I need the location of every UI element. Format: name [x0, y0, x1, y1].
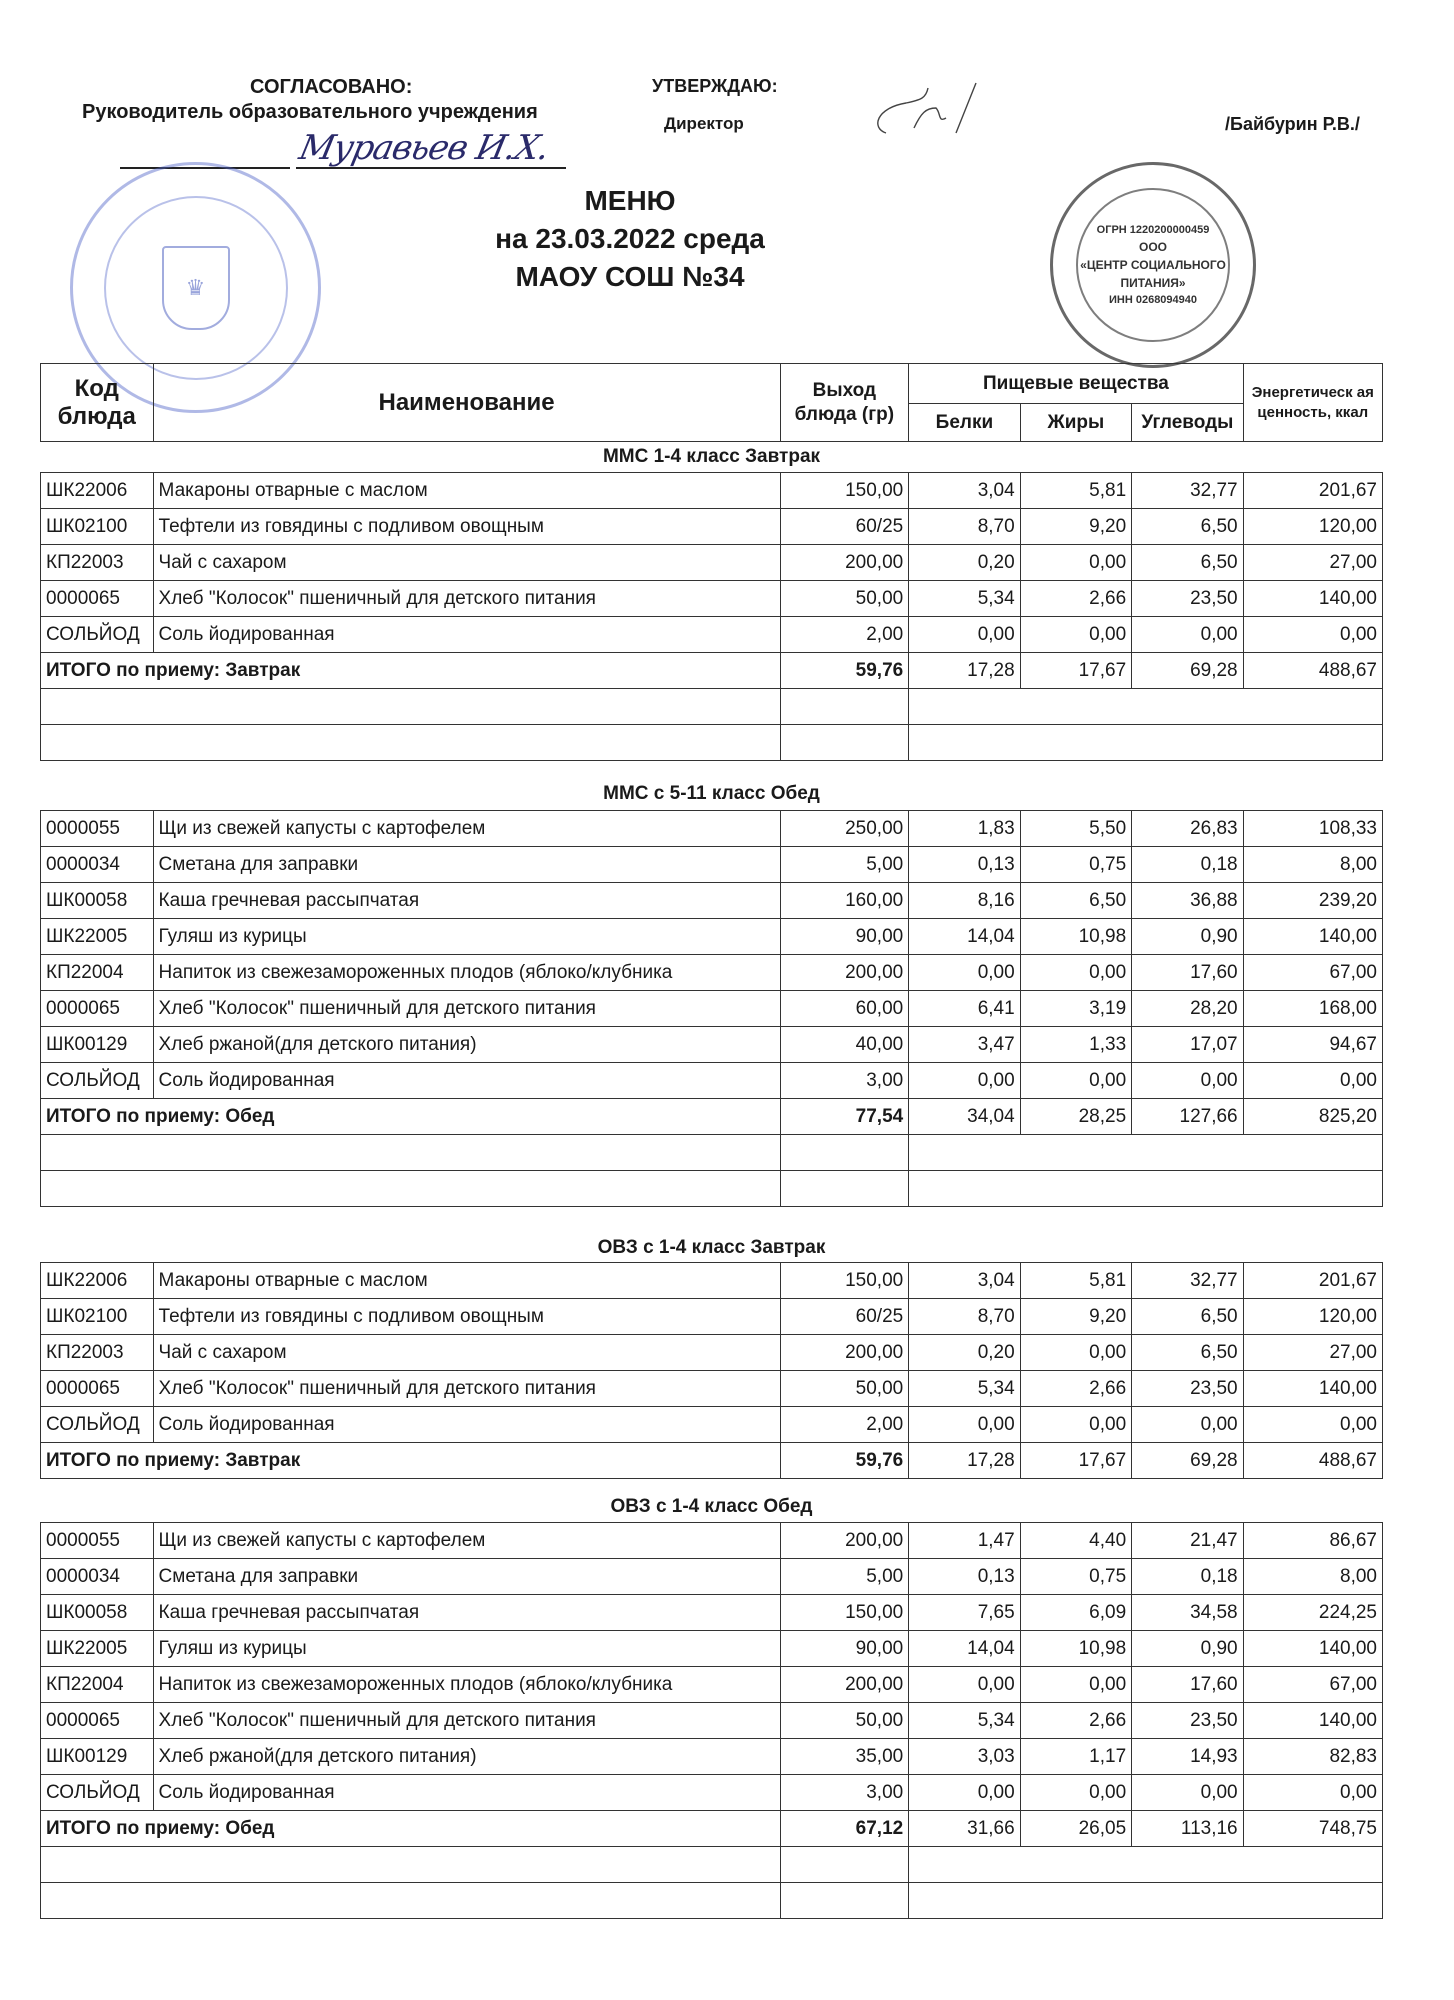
- dish-fats: 0,75: [1020, 1559, 1131, 1595]
- blank-cell: [41, 1171, 781, 1207]
- dish-carbs: 0,00: [1132, 1775, 1243, 1811]
- dish-carbs: 23,50: [1132, 1371, 1243, 1407]
- table-row: [41, 811, 1383, 847]
- dish-carbs: 14,93: [1132, 1739, 1243, 1775]
- total-energy: 748,75: [1243, 1811, 1382, 1847]
- blank-cell: [780, 725, 909, 761]
- dish-code: ШК00058: [41, 1595, 154, 1631]
- dish-output: 35,00: [780, 1739, 909, 1775]
- total-fats: 17,67: [1020, 1443, 1131, 1479]
- dish-proteins: 0,20: [909, 1335, 1020, 1371]
- dish-fats: 5,81: [1020, 473, 1131, 509]
- dish-output: 3,00: [780, 1775, 909, 1811]
- approve-label: УТВЕРЖДАЮ:: [652, 76, 778, 96]
- dish-code: 0000034: [41, 1559, 154, 1595]
- dish-code: 0000055: [41, 811, 154, 847]
- total-row: [41, 1099, 1383, 1135]
- dish-output: 200,00: [780, 955, 909, 991]
- table-row: [41, 1667, 1383, 1703]
- dish-code: КП22004: [41, 955, 154, 991]
- dish-proteins: 3,03: [909, 1739, 1020, 1775]
- dish-code: СОЛЬЙОД: [41, 1063, 154, 1099]
- dish-output: 60/25: [780, 509, 909, 545]
- dish-code: ШК02100: [41, 1299, 154, 1335]
- col-energy: Энергетическ ая ценность, ккал: [1243, 364, 1382, 442]
- dish-code: СОЛЬЙОД: [41, 1775, 154, 1811]
- blank-cell: [780, 1847, 909, 1883]
- dish-energy: 239,20: [1243, 883, 1382, 919]
- dish-carbs: 28,20: [1132, 991, 1243, 1027]
- dish-output: 250,00: [780, 811, 909, 847]
- dish-proteins: 0,13: [909, 1559, 1020, 1595]
- dish-output: 2,00: [780, 1407, 909, 1443]
- table-row: [41, 1335, 1383, 1371]
- agreed-signature: Муравьев И.Х.: [295, 128, 553, 168]
- dish-energy: 224,25: [1243, 1595, 1382, 1631]
- dish-energy: 108,33: [1243, 811, 1382, 847]
- blank-cell: [780, 689, 909, 725]
- dish-carbs: 0,90: [1132, 919, 1243, 955]
- stamp-org: ООО: [1138, 240, 1167, 254]
- dish-code: 0000055: [41, 1523, 154, 1559]
- dish-fats: 2,66: [1020, 1703, 1131, 1739]
- dish-proteins: 0,00: [909, 617, 1020, 653]
- dish-energy: 27,00: [1243, 1335, 1382, 1371]
- dish-carbs: 26,83: [1132, 811, 1243, 847]
- table-row: [41, 991, 1383, 1027]
- dish-fats: 0,00: [1020, 1667, 1131, 1703]
- dish-proteins: 7,65: [909, 1595, 1020, 1631]
- dish-energy: 140,00: [1243, 1631, 1382, 1667]
- dish-name: Соль йодированная: [153, 1407, 780, 1443]
- dish-fats: 9,20: [1020, 1299, 1131, 1335]
- dish-carbs: 21,47: [1132, 1523, 1243, 1559]
- dish-carbs: 32,77: [1132, 1263, 1243, 1299]
- blank-cell: [41, 1883, 781, 1919]
- page-title: [400, 182, 860, 296]
- table-row: [41, 1631, 1383, 1667]
- dish-code: 0000065: [41, 581, 154, 617]
- dish-carbs: 17,07: [1132, 1027, 1243, 1063]
- dish-carbs: 6,50: [1132, 1299, 1243, 1335]
- dish-output: 2,00: [780, 617, 909, 653]
- dish-output: 200,00: [780, 1667, 909, 1703]
- dish-fats: 0,00: [1020, 545, 1131, 581]
- total-label: ИТОГО по приему: Обед: [41, 1811, 781, 1847]
- dish-proteins: 1,47: [909, 1523, 1020, 1559]
- dish-energy: 82,83: [1243, 1739, 1382, 1775]
- dish-output: 3,00: [780, 1063, 909, 1099]
- dish-code: 0000034: [41, 847, 154, 883]
- blank-row: [41, 1847, 1383, 1883]
- table-row: [41, 1063, 1383, 1099]
- dish-code: ШК00129: [41, 1027, 154, 1063]
- section-title: ММС с 5-11 класс Обед: [603, 783, 820, 804]
- dish-name: Тефтели из говядины с подливом овощным: [153, 1299, 780, 1335]
- coat-of-arms-icon: ♛: [162, 246, 230, 330]
- stamp-org: ПИТАНИЯ»: [1120, 276, 1186, 290]
- table-row: [41, 617, 1383, 653]
- dish-carbs: 6,50: [1132, 1335, 1243, 1371]
- approve-name: /Байбурин Р.В./: [1225, 114, 1360, 134]
- dish-fats: 5,50: [1020, 811, 1131, 847]
- catering-stamp: [1050, 162, 1256, 368]
- dish-fats: 2,66: [1020, 581, 1131, 617]
- dish-carbs: 0,00: [1132, 1063, 1243, 1099]
- total-proteins: 17,28: [909, 653, 1020, 689]
- dish-code: КП22003: [41, 1335, 154, 1371]
- dish-name: Макароны отварные с маслом: [153, 473, 780, 509]
- dish-name: Хлеб "Колосок" пшеничный для детского питания: [153, 581, 780, 617]
- total-carbs: 127,66: [1132, 1099, 1243, 1135]
- dish-carbs: 17,60: [1132, 955, 1243, 991]
- total-energy: 488,67: [1243, 1443, 1382, 1479]
- dish-carbs: 34,58: [1132, 1595, 1243, 1631]
- dish-name: Щи из свежей капусты с картофелем: [153, 811, 780, 847]
- blank-cell: [780, 1883, 909, 1919]
- dish-fats: 10,98: [1020, 1631, 1131, 1667]
- dish-proteins: 8,16: [909, 883, 1020, 919]
- blank-cell: [909, 1847, 1383, 1883]
- title-menu: МЕНЮ: [584, 185, 676, 216]
- dish-code: СОЛЬЙОД: [41, 1407, 154, 1443]
- total-fats: 17,67: [1020, 653, 1131, 689]
- dish-proteins: 0,20: [909, 545, 1020, 581]
- dish-name: Щи из свежей капусты с картофелем: [153, 1523, 780, 1559]
- dish-output: 150,00: [780, 1595, 909, 1631]
- dish-fats: 2,66: [1020, 1371, 1131, 1407]
- dish-name: Хлеб "Колосок" пшеничный для детского питания: [153, 1371, 780, 1407]
- dish-fats: 9,20: [1020, 509, 1131, 545]
- col-name: Наименование: [153, 364, 780, 442]
- dish-code: ШК22005: [41, 1631, 154, 1667]
- blank-cell: [780, 1171, 909, 1207]
- menu-header-table: [40, 363, 1383, 442]
- dish-fats: 1,33: [1020, 1027, 1131, 1063]
- dish-proteins: 6,41: [909, 991, 1020, 1027]
- total-label: ИТОГО по приему: Завтрак: [41, 1443, 781, 1479]
- dish-output: 90,00: [780, 919, 909, 955]
- dish-carbs: 0,90: [1132, 1631, 1243, 1667]
- total-row: [41, 1811, 1383, 1847]
- blank-cell: [909, 1883, 1383, 1919]
- dish-fats: 0,00: [1020, 1775, 1131, 1811]
- dish-proteins: 8,70: [909, 509, 1020, 545]
- dish-output: 200,00: [780, 1523, 909, 1559]
- blank-cell: [41, 689, 781, 725]
- dish-output: 200,00: [780, 1335, 909, 1371]
- dish-name: Соль йодированная: [153, 1063, 780, 1099]
- dish-code: ШК00058: [41, 883, 154, 919]
- dish-proteins: 5,34: [909, 581, 1020, 617]
- dish-proteins: 3,47: [909, 1027, 1020, 1063]
- total-carbs: 69,28: [1132, 653, 1243, 689]
- dish-output: 60/25: [780, 1299, 909, 1335]
- dish-proteins: 14,04: [909, 919, 1020, 955]
- dish-fats: 10,98: [1020, 919, 1131, 955]
- dish-output: 150,00: [780, 473, 909, 509]
- table-row: [41, 473, 1383, 509]
- col-proteins: Белки: [909, 404, 1020, 442]
- blank-row: [41, 1171, 1383, 1207]
- total-proteins: 34,04: [909, 1099, 1020, 1135]
- dish-name: Каша гречневая рассыпчатая: [153, 883, 780, 919]
- dish-energy: 67,00: [1243, 955, 1382, 991]
- dish-name: Хлеб ржаной(для детского питания): [153, 1027, 780, 1063]
- dish-proteins: 5,34: [909, 1371, 1020, 1407]
- dish-fats: 0,00: [1020, 1407, 1131, 1443]
- dish-code: ШК22006: [41, 473, 154, 509]
- dish-fats: 0,00: [1020, 1335, 1131, 1371]
- dish-output: 40,00: [780, 1027, 909, 1063]
- dish-output: 90,00: [780, 1631, 909, 1667]
- dish-code: СОЛЬЙОД: [41, 617, 154, 653]
- total-fats: 28,25: [1020, 1099, 1131, 1135]
- dish-energy: 67,00: [1243, 1667, 1382, 1703]
- dish-fats: 0,00: [1020, 1063, 1131, 1099]
- dish-carbs: 6,50: [1132, 509, 1243, 545]
- menu-section-table: [40, 1522, 1383, 1919]
- dish-code: 0000065: [41, 1371, 154, 1407]
- dish-name: Хлеб "Колосок" пшеничный для детского питания: [153, 991, 780, 1027]
- table-row: [41, 1559, 1383, 1595]
- blank-row: [41, 725, 1383, 761]
- dish-code: КП22003: [41, 545, 154, 581]
- dish-output: 60,00: [780, 991, 909, 1027]
- total-label: ИТОГО по приему: Завтрак: [41, 653, 781, 689]
- title-school: МАОУ СОШ №34: [515, 261, 745, 292]
- menu-section-table: [40, 472, 1383, 761]
- dish-carbs: 0,18: [1132, 1559, 1243, 1595]
- total-output: 77,54: [780, 1099, 909, 1135]
- blank-cell: [909, 725, 1383, 761]
- dish-carbs: 6,50: [1132, 545, 1243, 581]
- dish-code: ШК22005: [41, 919, 154, 955]
- dish-energy: 8,00: [1243, 847, 1382, 883]
- dish-energy: 0,00: [1243, 1407, 1382, 1443]
- dish-fats: 5,81: [1020, 1263, 1131, 1299]
- dish-proteins: 0,00: [909, 1775, 1020, 1811]
- total-output: 59,76: [780, 653, 909, 689]
- dish-energy: 140,00: [1243, 1371, 1382, 1407]
- table-row: [41, 509, 1383, 545]
- blank-cell: [780, 1135, 909, 1171]
- table-row: [41, 1595, 1383, 1631]
- dish-name: Каша гречневая рассыпчатая: [153, 1595, 780, 1631]
- dish-fats: 6,50: [1020, 883, 1131, 919]
- col-carbs: Углеводы: [1132, 404, 1244, 442]
- dish-carbs: 17,60: [1132, 1667, 1243, 1703]
- table-row: [41, 919, 1383, 955]
- dish-fats: 0,00: [1020, 617, 1131, 653]
- dish-energy: 94,67: [1243, 1027, 1382, 1063]
- dish-name: Сметана для заправки: [153, 1559, 780, 1595]
- blank-cell: [41, 725, 781, 761]
- dish-energy: 140,00: [1243, 1703, 1382, 1739]
- table-row: [41, 1523, 1383, 1559]
- dish-output: 50,00: [780, 1371, 909, 1407]
- col-nutrients: Пищевые вещества: [909, 364, 1243, 404]
- dish-output: 200,00: [780, 545, 909, 581]
- col-output: Выход блюда (гр): [780, 364, 909, 442]
- dish-proteins: 0,00: [909, 1407, 1020, 1443]
- total-output: 59,76: [780, 1443, 909, 1479]
- dish-energy: 120,00: [1243, 1299, 1382, 1335]
- dish-carbs: 0,00: [1132, 1407, 1243, 1443]
- dish-proteins: 8,70: [909, 1299, 1020, 1335]
- dish-proteins: 3,04: [909, 473, 1020, 509]
- table-row: [41, 1775, 1383, 1811]
- total-energy: 488,67: [1243, 653, 1382, 689]
- dish-name: Соль йодированная: [153, 1775, 780, 1811]
- dish-energy: 0,00: [1243, 1063, 1382, 1099]
- dish-proteins: 0,00: [909, 1667, 1020, 1703]
- menu-section-table: [40, 1262, 1383, 1479]
- total-row: [41, 653, 1383, 689]
- dish-output: 160,00: [780, 883, 909, 919]
- dish-output: 5,00: [780, 1559, 909, 1595]
- dish-fats: 3,19: [1020, 991, 1131, 1027]
- table-row: [41, 1299, 1383, 1335]
- section-title: ОВЗ с 1-4 класс Завтрак: [597, 1237, 826, 1258]
- dish-proteins: 0,13: [909, 847, 1020, 883]
- blank-row: [41, 1135, 1383, 1171]
- title-date: на 23.03.2022 среда: [495, 223, 765, 254]
- dish-code: 0000065: [41, 1703, 154, 1739]
- stamp-ogrn: ОГРН 1220200000459: [1096, 224, 1210, 236]
- dish-name: Хлеб ржаной(для детского питания): [153, 1739, 780, 1775]
- total-energy: 825,20: [1243, 1099, 1382, 1135]
- total-label: ИТОГО по приему: Обед: [41, 1099, 781, 1135]
- dish-carbs: 23,50: [1132, 581, 1243, 617]
- dish-output: 5,00: [780, 847, 909, 883]
- dish-name: Гуляш из курицы: [153, 919, 780, 955]
- total-proteins: 31,66: [909, 1811, 1020, 1847]
- dish-code: КП22004: [41, 1667, 154, 1703]
- dish-carbs: 23,50: [1132, 1703, 1243, 1739]
- dish-name: Гуляш из курицы: [153, 1631, 780, 1667]
- dish-proteins: 0,00: [909, 955, 1020, 991]
- dish-code: ШК00129: [41, 1739, 154, 1775]
- dish-energy: 0,00: [1243, 1775, 1382, 1811]
- dish-fats: 4,40: [1020, 1523, 1131, 1559]
- total-proteins: 17,28: [909, 1443, 1020, 1479]
- dish-proteins: 0,00: [909, 1063, 1020, 1099]
- dish-energy: 8,00: [1243, 1559, 1382, 1595]
- section-title: ММС 1-4 класс Завтрак: [602, 446, 821, 467]
- table-row: [41, 1407, 1383, 1443]
- dish-energy: 168,00: [1243, 991, 1382, 1027]
- table-row: [41, 1703, 1383, 1739]
- dish-carbs: 0,18: [1132, 847, 1243, 883]
- dish-name: Чай с сахаром: [153, 545, 780, 581]
- total-carbs: 69,28: [1132, 1443, 1243, 1479]
- stamp-inn: ИНН 0268094940: [1108, 294, 1198, 306]
- dish-proteins: 3,04: [909, 1263, 1020, 1299]
- table-row: [41, 1027, 1383, 1063]
- dish-name: Чай с сахаром: [153, 1335, 780, 1371]
- dish-output: 50,00: [780, 1703, 909, 1739]
- dish-name: Сметана для заправки: [153, 847, 780, 883]
- dish-energy: 140,00: [1243, 919, 1382, 955]
- dish-energy: 120,00: [1243, 509, 1382, 545]
- blank-cell: [41, 1847, 781, 1883]
- table-row: [41, 581, 1383, 617]
- dish-proteins: 14,04: [909, 1631, 1020, 1667]
- total-carbs: 113,16: [1132, 1811, 1243, 1847]
- agreed-label: СОГЛАСОВАНО:: [250, 76, 413, 98]
- blank-cell: [909, 1171, 1383, 1207]
- table-row: [41, 1263, 1383, 1299]
- table-row: [41, 1371, 1383, 1407]
- table-row: [41, 847, 1383, 883]
- dish-name: Макароны отварные с маслом: [153, 1263, 780, 1299]
- blank-cell: [909, 689, 1383, 725]
- dish-energy: 86,67: [1243, 1523, 1382, 1559]
- dish-carbs: 32,77: [1132, 473, 1243, 509]
- dish-carbs: 0,00: [1132, 617, 1243, 653]
- blank-cell: [909, 1135, 1383, 1171]
- dish-code: ШК02100: [41, 509, 154, 545]
- stamp-org: «ЦЕНТР СОЦИАЛЬНОГО: [1080, 258, 1226, 272]
- total-row: [41, 1443, 1383, 1479]
- agreed-role: Руководитель образовательного учреждения: [82, 101, 538, 123]
- dish-energy: 201,67: [1243, 1263, 1382, 1299]
- table-row: [41, 955, 1383, 991]
- dish-code: 0000065: [41, 991, 154, 1027]
- table-row: [41, 545, 1383, 581]
- blank-row: [41, 1883, 1383, 1919]
- table-row: [41, 883, 1383, 919]
- dish-fats: 6,09: [1020, 1595, 1131, 1631]
- dish-energy: 201,67: [1243, 473, 1382, 509]
- dish-carbs: 36,88: [1132, 883, 1243, 919]
- section-title: ОВЗ с 1-4 класс Обед: [610, 1496, 813, 1517]
- dish-energy: 140,00: [1243, 581, 1382, 617]
- dish-fats: 0,75: [1020, 847, 1131, 883]
- dish-fats: 1,17: [1020, 1739, 1131, 1775]
- dish-output: 150,00: [780, 1263, 909, 1299]
- dish-name: Соль йодированная: [153, 617, 780, 653]
- dish-fats: 0,00: [1020, 955, 1131, 991]
- dish-code: ШК22006: [41, 1263, 154, 1299]
- dish-output: 50,00: [780, 581, 909, 617]
- dish-name: Тефтели из говядины с подливом овощным: [153, 509, 780, 545]
- blank-cell: [41, 1135, 781, 1171]
- total-output: 67,12: [780, 1811, 909, 1847]
- col-code: Код блюда: [41, 364, 154, 442]
- menu-section-table: [40, 810, 1383, 1207]
- dish-name: Напиток из свежезамороженных плодов (яблоко/клубника: [153, 1667, 780, 1703]
- col-fats: Жиры: [1020, 404, 1131, 442]
- dish-name: Хлеб "Колосок" пшеничный для детского питания: [153, 1703, 780, 1739]
- total-fats: 26,05: [1020, 1811, 1131, 1847]
- blank-row: [41, 689, 1383, 725]
- director-signature-icon: [866, 78, 996, 148]
- dish-name: Напиток из свежезамороженных плодов (яблоко/клубника: [153, 955, 780, 991]
- dish-energy: 27,00: [1243, 545, 1382, 581]
- dish-proteins: 5,34: [909, 1703, 1020, 1739]
- table-row: [41, 1739, 1383, 1775]
- dish-proteins: 1,83: [909, 811, 1020, 847]
- approve-role: Директор: [664, 114, 744, 133]
- dish-energy: 0,00: [1243, 617, 1382, 653]
